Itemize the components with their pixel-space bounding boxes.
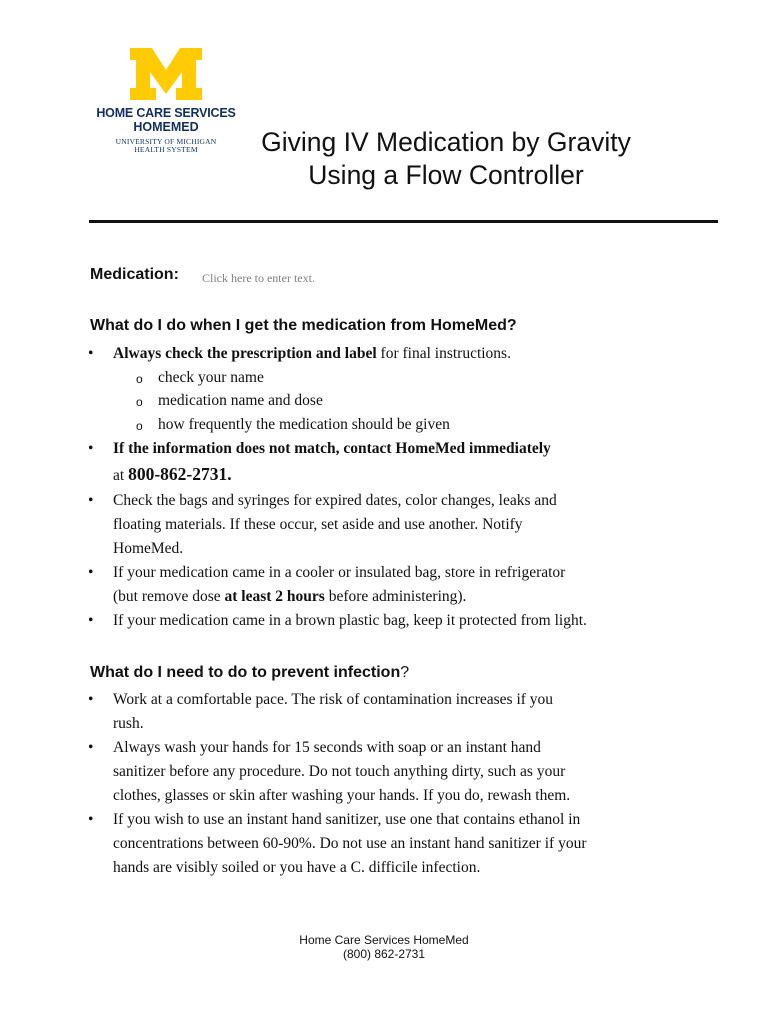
phone-number: 800-862-2731. [128, 464, 232, 484]
logo-line-homemed: HOMEMED [133, 120, 199, 134]
item-line: Always wash your hands for 15 seconds with soap or an instant hand [113, 739, 541, 756]
emphasis-text: If the information does not match, contact HomeMed immediately [113, 440, 551, 457]
title-line-2: Using a Flow Controller [308, 160, 584, 190]
item-line: Check the bags and syringes for expired dates, color changes, leaks and [113, 492, 557, 509]
list-item [88, 688, 693, 736]
list-item [88, 736, 693, 808]
emphasis-text: Always check the prescription and label [113, 345, 377, 362]
item-text: before administering). [324, 588, 467, 605]
footer [0, 933, 768, 961]
item-line: floating materials. If these occur, set aside and use another. Notify [113, 516, 523, 533]
circle-bullet-icon: o [136, 372, 143, 386]
item-line: Work at a comfortable pace. The risk of contamination increases if you [113, 691, 554, 708]
item-line: clothes, glasses or skin after washing your hands. If you do, rewash them. [113, 787, 571, 804]
footer-phone: (800) 862-2731 [342, 947, 426, 961]
bullet-icon: • [88, 345, 94, 362]
logo-line-health-system: HEALTH SYSTEM [134, 145, 198, 154]
list-item [88, 609, 693, 633]
item-text: medication name and dose [158, 392, 323, 409]
emphasis-text: at least 2 hours [224, 588, 325, 605]
list-item [88, 808, 693, 880]
item-text: (but remove dose [113, 588, 225, 605]
item-line: If you wish to use an instant hand sanitizer, use one that contains ethanol in [113, 811, 581, 828]
item-line: hands are visibly soiled or you have a C. difficile infection. [113, 859, 481, 876]
item-text: how frequently the medication should be given [158, 416, 450, 433]
michigan-block-m-icon [128, 46, 204, 102]
circle-bullet-icon: o [136, 419, 143, 433]
bullet-icon: • [88, 739, 94, 756]
logo [96, 46, 236, 154]
medication-label: Medication: [90, 266, 179, 283]
list-item [88, 342, 693, 366]
logo-line-home-care-services: HOME CARE SERVICES [96, 106, 236, 120]
item-line: rush. [113, 715, 144, 732]
item-text: at [113, 467, 129, 484]
footer-org: Home Care Services HomeMed [299, 933, 469, 947]
item-line [113, 585, 693, 609]
item-text: check your name [158, 369, 264, 386]
logo-line-university: UNIVERSITY OF MICHIGAN [115, 137, 217, 146]
bullet-icon: • [88, 691, 94, 708]
bullet-icon: • [88, 811, 94, 828]
item-line: sanitizer before any procedure. Do not touch anything dirty, such as your [113, 763, 566, 780]
bullet-icon: • [88, 440, 94, 457]
bullet-icon: • [88, 492, 94, 509]
list-item [88, 561, 693, 609]
title-divider [89, 220, 718, 223]
section2-heading [90, 664, 409, 682]
heading-text: What do I need to do to prevent infection [90, 664, 401, 681]
list-item [88, 437, 693, 461]
heading-question-mark: ? [400, 664, 410, 681]
sub-list-item [136, 389, 323, 413]
item-text: for final instructions. [376, 345, 511, 362]
section1-heading: What do I do when I get the medication from HomeMed? [90, 317, 517, 334]
medication-input[interactable]: Click here to enter text. [202, 271, 315, 285]
sub-list-item [136, 366, 264, 390]
page-title [236, 126, 656, 192]
item-line: If your medication came in a cooler or insulated bag, store in refrigerator [113, 564, 566, 581]
list-item-continuation [113, 462, 693, 488]
circle-bullet-icon: o [136, 395, 143, 409]
list-item [88, 489, 693, 561]
bullet-icon: • [88, 612, 94, 629]
item-line: concentrations between 60-90%. Do not use an instant hand sanitizer if your [113, 835, 587, 852]
item-text: If your medication came in a brown plastic bag, keep it protected from light. [113, 612, 587, 629]
item-line: HomeMed. [113, 540, 184, 557]
title-line-1: Giving IV Medication by Gravity [261, 127, 631, 157]
sub-list-item [136, 413, 450, 437]
bullet-icon: • [88, 564, 94, 581]
